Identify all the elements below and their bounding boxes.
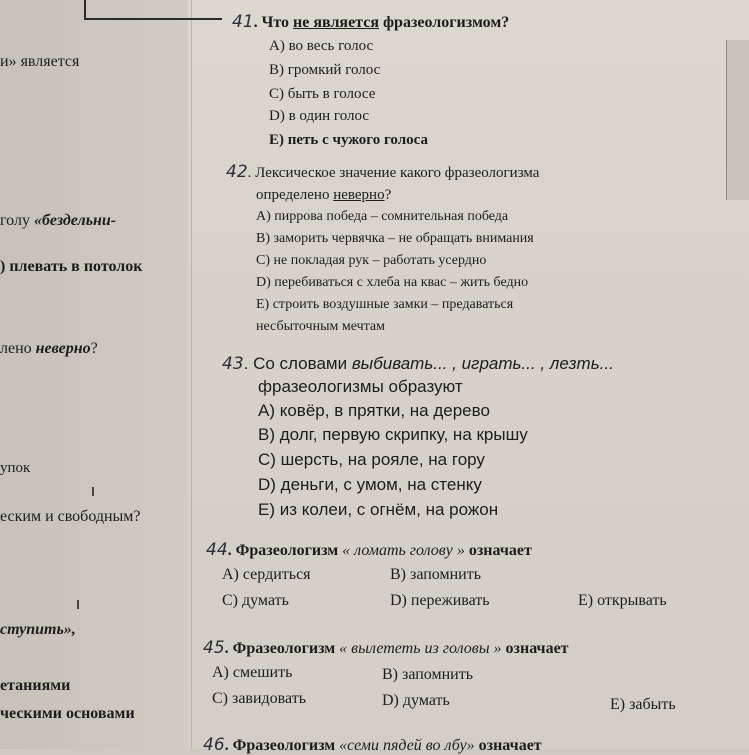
option-d: D) перебиваться с хлеба на квас – жить бедно (256, 275, 529, 290)
left-line: ) плевать в потолок (0, 258, 143, 275)
question-number: 41 (232, 12, 254, 32)
question-41-title (232, 12, 509, 32)
option-c: C) думать (222, 592, 289, 609)
option-e: E) петь с чужого голоса (269, 132, 428, 148)
question-42-title (226, 162, 539, 182)
left-line (0, 212, 116, 230)
left-line: упок (0, 460, 31, 476)
title-text: . Что (253, 14, 294, 31)
option-a: A) ковёр, в прятки, на дерево (258, 401, 490, 420)
title-italic: «семи пядей во лбу» (339, 737, 475, 754)
question-46-title (203, 735, 542, 755)
title-text: означает (501, 640, 569, 657)
option-c: C) не покладая рук – работать усердно (256, 253, 487, 268)
option-d: D) переживать (390, 592, 490, 609)
title-text: ? (384, 187, 392, 203)
page-edge (726, 40, 749, 200)
option-e: E) строить воздушные замки – предаваться (256, 297, 514, 312)
question-43-title-line2: фразеологизмы образуют (258, 377, 463, 396)
title-text: . Фразеологизм (224, 737, 340, 754)
option-e: E) забыть (610, 696, 676, 713)
page-divider (191, 0, 192, 749)
title-italic: « вылететь из головы » (339, 640, 502, 657)
left-line-part: лено (0, 340, 36, 357)
question-number: 43 (222, 354, 244, 374)
left-line-part: неверно (35, 340, 91, 357)
option-b: B) заморить червячка – не обращать внимания (256, 231, 534, 246)
left-line: еским и свободным? (0, 508, 141, 525)
question-number: 46 (203, 735, 225, 755)
option-e-continued: несбыточным мечтам (256, 319, 385, 334)
option-d: D) деньги, с умом, на стенку (258, 475, 482, 494)
title-text: фразеологизмом? (378, 14, 510, 31)
left-line-part: голу (0, 212, 34, 229)
title-text: означает (474, 737, 542, 754)
left-line-part: ? (90, 340, 98, 357)
title-text: . Фразеологизм (227, 542, 343, 559)
question-number: 42 (226, 162, 248, 182)
left-line-part: «бездельни- (33, 212, 117, 229)
page-mark (77, 600, 79, 609)
option-d: D) думать (382, 692, 450, 709)
option-a: A) смешить (212, 664, 293, 681)
question-43-title (222, 354, 614, 374)
left-line (0, 340, 98, 358)
question-45-title (203, 638, 569, 658)
frame-line (84, 0, 86, 20)
question-number: 44 (206, 540, 228, 560)
option-e: E) из колеи, с огнём, на рожон (258, 500, 499, 519)
option-a: A) пиррова победа – сомнительная победа (256, 209, 509, 224)
option-b: B) громкий голос (269, 62, 381, 78)
left-line: и» является (0, 53, 80, 70)
option-c: C) шерсть, на рояле, на гору (258, 450, 485, 469)
left-line: етаниями (0, 677, 71, 694)
option-d: D) в один голос (269, 108, 370, 124)
title-text: определено (256, 187, 334, 203)
page-mark (92, 487, 94, 496)
title-italic: выбивать... , играть... , лезть... (351, 354, 614, 373)
left-line: ступить», (0, 621, 76, 638)
title-italic: « ломать голову » (342, 542, 465, 559)
title-text: означает (464, 542, 532, 559)
title-text: . Со словами (243, 354, 352, 373)
question-44-title (206, 540, 532, 560)
title-text: . Лексическое значение какого фразеологизма (247, 165, 540, 181)
option-a: A) сердиться (222, 566, 311, 583)
option-c: C) завидовать (212, 690, 306, 707)
option-b: B) запомнить (390, 566, 482, 583)
question-number: 45 (203, 638, 225, 658)
left-line: ческими основами (0, 705, 135, 722)
frame-line (84, 18, 222, 20)
question-42-title-line2 (256, 187, 391, 204)
title-text: . Фразеологизм (224, 640, 340, 657)
title-underlined: неверно (333, 187, 385, 203)
option-b: B) запомнить (382, 666, 474, 683)
title-underlined: не является (293, 14, 379, 31)
option-c: C) быть в голосе (269, 86, 376, 102)
option-a: A) во весь голос (269, 38, 374, 54)
option-b: B) долг, первую скрипку, на крышу (258, 425, 528, 444)
option-e: E) открывать (578, 592, 667, 609)
